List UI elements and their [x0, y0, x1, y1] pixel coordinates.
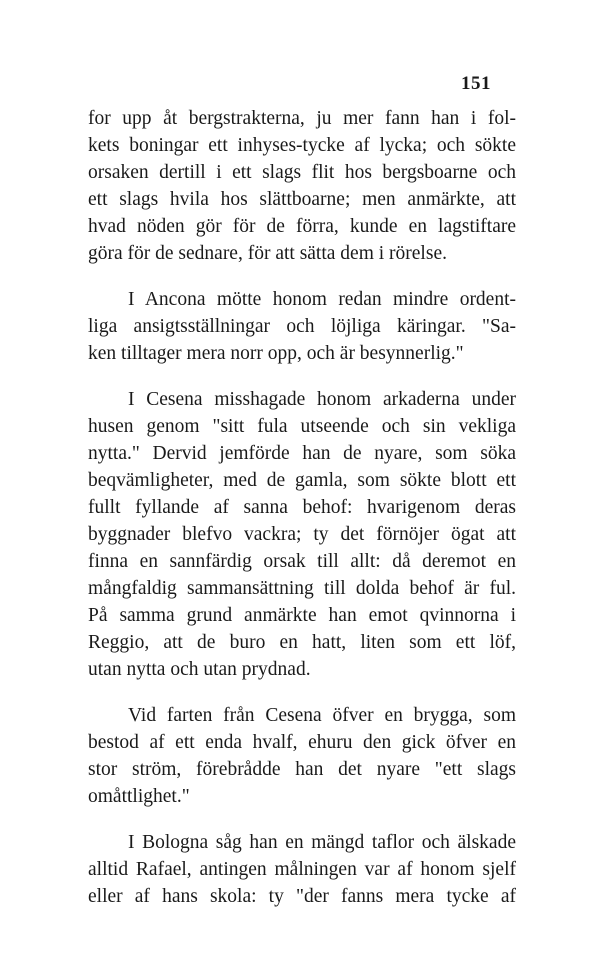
text-line: I Cesena misshagade honom arkaderna under [128, 389, 516, 410]
paragraph [88, 105, 516, 267]
paragraph [88, 386, 516, 683]
text-line: byggnader blefvo vackra; ty det förnöjer ögat att [88, 524, 516, 545]
text-line: kets boningar ett inhyses-tycke af lycka; och sökte [88, 135, 516, 156]
page-number: 151 [461, 73, 491, 94]
text-line: liga ansigtsställningar och löjliga käringar. "Sa- [88, 316, 516, 337]
text-line: husen genom "sitt fula utseende och sin vekliga [88, 416, 516, 437]
text-line: for upp åt bergstrakterna, ju mer fann han i fol- [88, 108, 516, 129]
text-line: Vid farten från Cesena öfver en brygga, som [128, 705, 516, 726]
text-line: I Bologna såg han en mängd taflor och älskade [128, 832, 516, 853]
text-line: göra för de sednare, för att sätta dem i rörelse. [88, 243, 447, 264]
paragraph [88, 829, 516, 910]
text-line: mångfaldig sammansättning till dolda behof är ful. [88, 578, 516, 599]
text-line: finna en sannfärdig orsak till allt: då deremot en [88, 551, 516, 572]
text-line: omåttlighet." [88, 786, 190, 807]
text-line: I Ancona mötte honom redan mindre ordent- [128, 289, 516, 310]
body-text [88, 105, 516, 910]
text-line: hvad nöden gör för de förra, kunde en lagstiftare [88, 216, 516, 237]
text-line: På samma grund anmärkte han emot qvinnorna i [88, 605, 516, 626]
text-line: ett slags hvila hos slättboarne; men anmärkte, att [88, 189, 516, 210]
text-line: stor ström, förebrådde han det nyare "ett slags [88, 759, 516, 780]
paragraph [88, 286, 516, 367]
text-line: eller af hans skola: ty "der fanns mera tycke af [88, 886, 516, 907]
text-line: fullt fyllande af sanna behof: hvarigenom deras [88, 497, 516, 518]
text-line: utan nytta och utan prydnad. [88, 659, 311, 680]
text-line: nytta." Dervid jemförde han de nyare, som söka [88, 443, 516, 464]
text-line: Reggio, att de buro en hatt, liten som ett löf, [88, 632, 516, 653]
text-line: orsaken dertill i ett slags flit hos bergsboarne och [88, 162, 516, 183]
text-line: bestod af ett enda hvalf, ehuru den gick öfver en [88, 732, 516, 753]
text-line: beqvämligheter, med de gamla, som sökte blott ett [88, 470, 516, 491]
text-line: ken tilltager mera norr opp, och är besynnerlig." [88, 343, 464, 364]
paragraph [88, 702, 516, 810]
text-line: alltid Rafael, antingen målningen var af honom sjelf [88, 859, 516, 880]
